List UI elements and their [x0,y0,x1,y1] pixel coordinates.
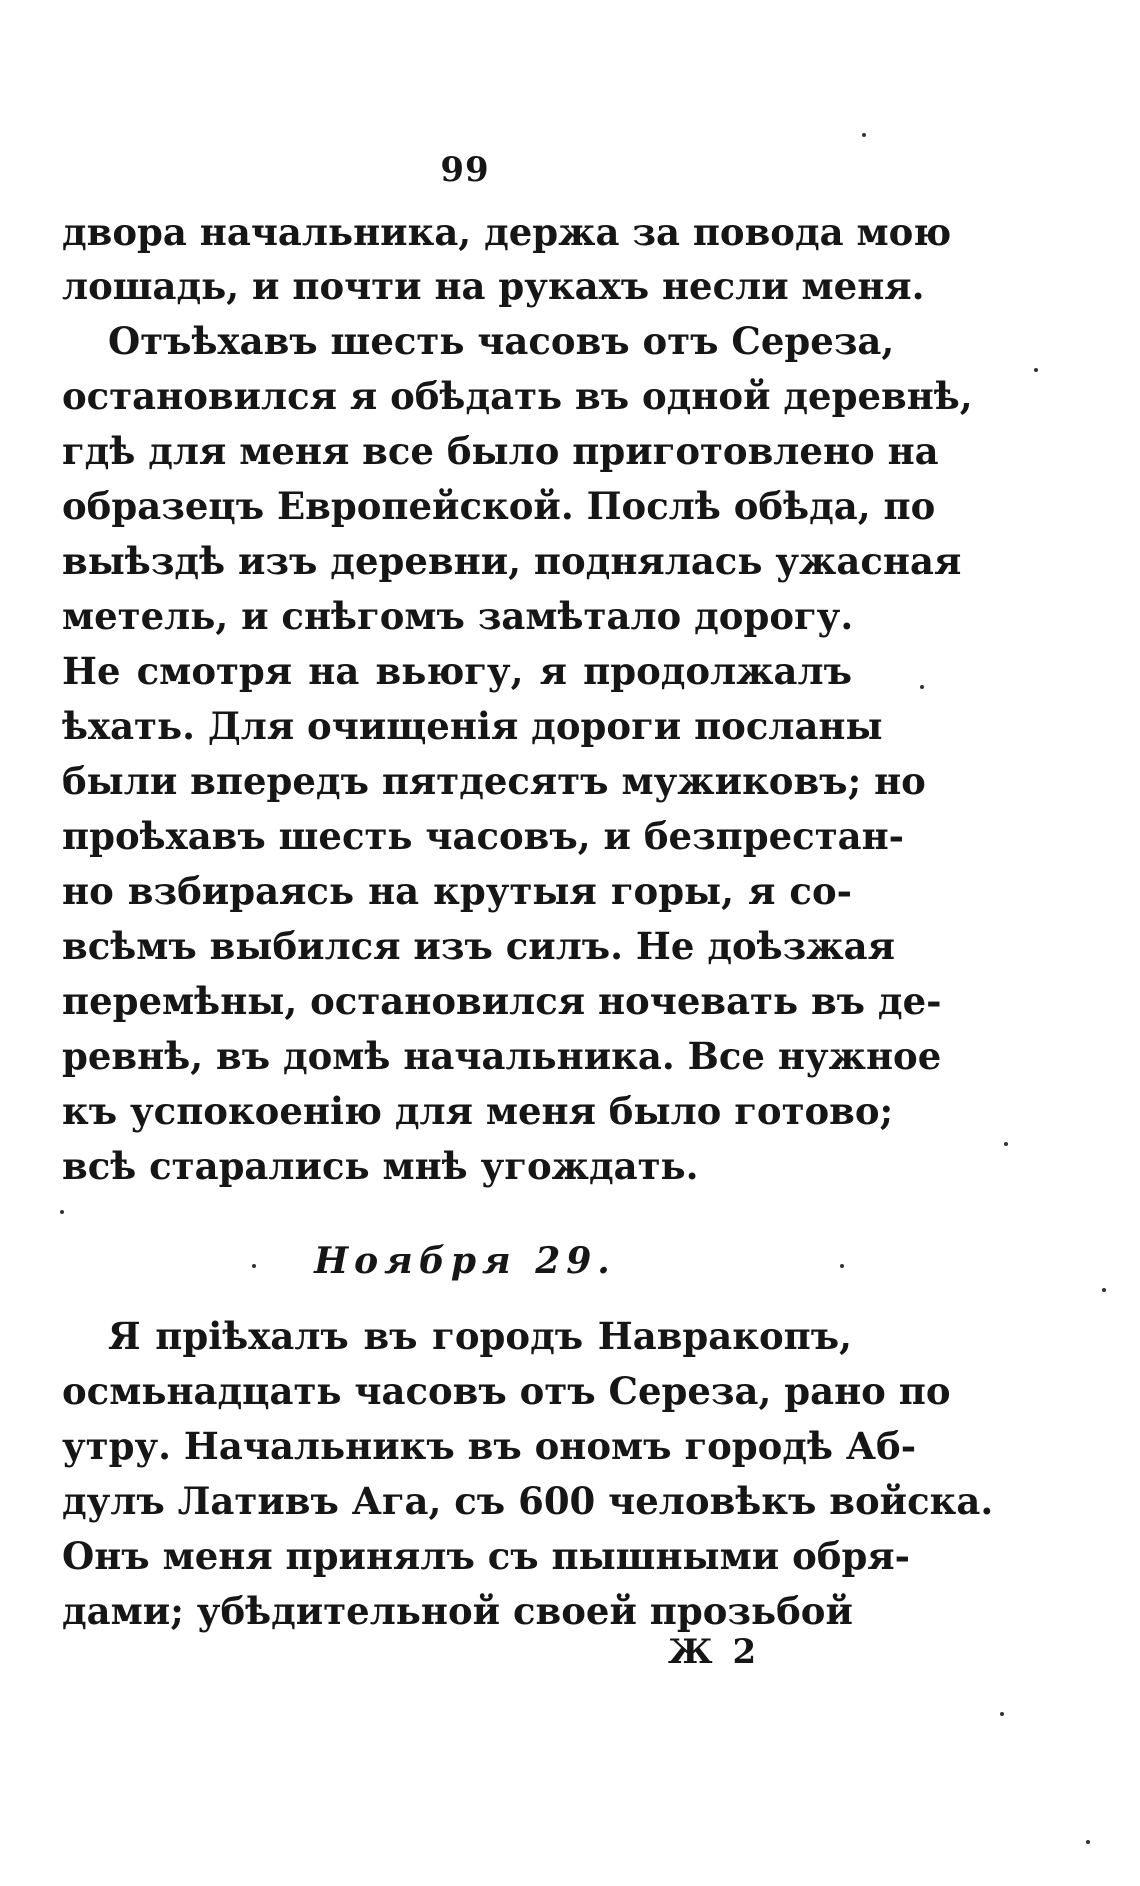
text-line: Я пріѣхалъ въ городъ Навракопъ, [108,1314,852,1358]
page-number: 99 [440,150,490,190]
text-line: къ успокоенію для меня было готово; [62,1089,894,1133]
text-line: гдѣ для меня все было приготовлено на [62,429,939,473]
print-speck [1034,368,1038,372]
text-line: ѣхать. Для очищенія дороги посланы [62,704,883,748]
print-speck [840,1264,844,1268]
text-line: осмьнадцать часовъ отъ Сереза, рано по [62,1369,951,1413]
text-line: но взбираясь на крутыя горы, я со- [62,869,852,913]
print-speck [1004,1142,1008,1146]
print-speck [862,133,866,137]
print-speck [60,1210,64,1214]
text-line: двора начальника, держа за повода мою [62,210,952,254]
print-speck [1102,1288,1106,1292]
print-speck [252,1264,256,1268]
text-line: остановился я обѣдать въ одной деревнѣ, [62,374,973,418]
text-line: Не смотря на вьюгу, я продолжалъ [62,649,852,693]
text-line: перемѣны, остановился ночевать въ де- [62,979,942,1023]
text-line: утру. Начальникъ въ ономъ городѣ Аб- [62,1424,917,1468]
text-line: Отъѣхавъ шесть часовъ отъ Сереза, [108,319,895,363]
print-speck [1086,1840,1090,1844]
print-speck [920,685,924,689]
text-line: дулъ Лативъ Ага, съ 600 человѣкъ войска. [62,1479,994,1523]
print-speck [1000,1712,1004,1716]
text-line: Онъ меня принялъ съ пышными обря- [62,1534,911,1578]
text-line: метель, и снѣгомъ замѣтало дорогу. [62,594,854,638]
text-line: проѣхавъ шесть часовъ, и безпрестан- [62,814,905,858]
text-line: лошадь, и почти на рукахъ несли меня. [62,264,925,308]
text-line: были впередъ пятдесятъ мужиковъ; но [62,759,926,803]
text-line: образецъ Европейской. Послѣ обѣда, по [62,484,936,528]
text-line: всѣмъ выбился изъ силъ. Не доѣзжая [62,924,895,968]
signature-mark: Ж 2 [668,1632,761,1672]
date-heading: Ноября 29. [314,1240,616,1282]
text-line: всѣ старались мнѣ угождать. [62,1144,699,1188]
text-line: дами; убѣдительной своей прозьбой [62,1589,853,1633]
text-line: выѣздѣ изъ деревни, поднялась ужасная [62,539,962,583]
text-line: ревнѣ, въ домѣ начальника. Все нужное [62,1034,942,1078]
